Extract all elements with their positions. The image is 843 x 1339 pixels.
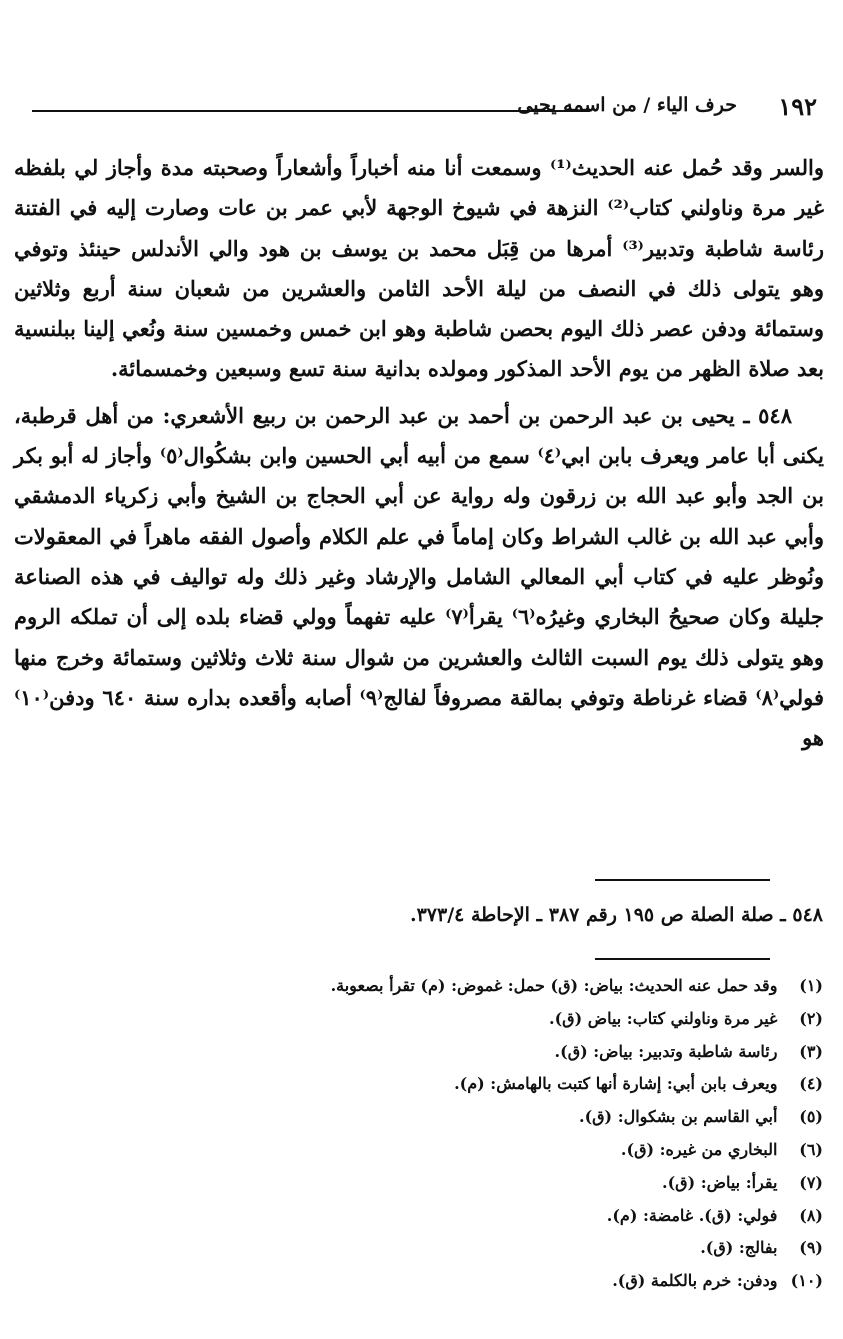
footnotes-list [23,970,823,1298]
footnote-item [23,1003,823,1036]
footnote-number: (٦) [799,1139,823,1159]
footnote-separator [595,879,770,881]
paragraph-2-entry-548: ٥٤٨ ـ يحيى بن عبد الرحمن بن أحمد بن عبد الرحمن بن ربيع الأشعري: من أهل قرطبة، يكنى أبا عامر ويعرف بابن ابي⁽٤⁾ سمع من أبيه أبي الحسين وابن بشكُوال⁽٥⁾ وأجاز له أبو بكر بن الجد وأبو عبد الله بن زرقون وله رواية عن أبي الحجاج بن الشيخ وأبي زكرياء الدمشقي وأبي عبد الله بن غالب الشراط وكان إماماً في علم الكلام وأصول الفقه ماهراً في المعقولات ونُوظر عليه في كتاب أبي المعالي الشامل والإرشاد وغير ذلك وله تواليف في هذه الصناعة جليلة وكان صحيحُ البخاري وغيرُه⁽٦⁾ يقرأ⁽٧⁾ عليه تفهماً وولي قضاء بلده إلى أن تملكه الروم وهو يتولى ذلك يوم السبت الثالث والعشرين من شوال سنة ثلاث وثلاثين وستمائة وخرج منها فولي⁽٨⁾ قضاء غرناطة وتوفي بمالقة مصروفاً لفالج⁽٩⁾ أصابه وأقعده بداره سنة ٦٤٠ ودفن⁽١٠⁾ هو [14,402,825,751]
page-number: ١٩٢ [778,92,817,121]
footnote-item [23,1232,823,1265]
footnote-text: البخاري من غيره: (ق). [620,1139,778,1159]
footnote-number: (١) [799,976,823,995]
running-title: حرف الياء / من اسمه يحيى [517,94,737,116]
header-rule [32,110,590,112]
footnote-item [23,1200,823,1233]
source-reference: ٥٤٨ ـ صلة الصلة ص ١٩٥ رقم ٣٨٧ ـ الإحاطة ٣٧٣/٤. [409,904,823,926]
footnote-text: فولي: (ق). غامضة: (م). [606,1205,778,1225]
footnote-text: وقد حمل عنه الحديث: بياض: (ق) حمل: غموض: (م) تقرأ بصعوبة. [330,976,778,995]
footnote-item [23,1068,823,1101]
footnote-text: ويعرف بابن أبي: إشارة أنها كتبت بالهامش: (م). [454,1074,778,1094]
paragraph-1: والسر وقد حُمل عنه الحديث⁽¹⁾ وسمعت أنا منه أخباراً وأشعاراً وصحبته مدة وأجاز لي بلفظه غير مرة وناولني كتاب⁽²⁾ النزهة في شيوخ الوجهة لأبي عمر بن عات وصارت إليه في الفتنة رئاسة شاطبة وتدبير⁽³⁾ أمرها من قِبَل محمد بن يوسف بن هود والي الأندلس حينئذ وتوفي وهو يتولى ذلك في النصف من ليلة الأحد الثامن والعشرين من شعبان سنة أربع وثلاثين وستمائة ودفن عصر ذلك اليوم بحصن شاطبة وهو ابن خمس وخمسين سنة ونُعي إلينا ببلنسية بعد صلاة الظهر من يوم الأحد المذكور ومولده بدانية سنة تسع وسبعين وخمسمائة. [14,155,824,382]
footnote-number: (٢) [799,1008,823,1028]
footnote-item [23,1036,823,1069]
footnote-item [23,1101,823,1134]
footnote-item [23,1134,823,1167]
footnote-number: (٤) [799,1074,823,1094]
footnote-item [23,1265,823,1298]
main-text [14,148,824,758]
footnote-text: بفالج: (ق). [700,1238,778,1258]
footnote-number: (٣) [799,1041,823,1061]
footnote-number: (٥) [799,1107,823,1127]
page-header [20,86,825,126]
footnote-separator-2 [595,958,770,960]
footnote-number: (٨) [799,1205,823,1225]
footnote-number: (٩) [799,1238,823,1258]
footnote-text: يقرأ: بياض: (ق). [662,1172,778,1192]
footnote-item [23,970,823,1003]
footnote-number: (٧) [799,1172,823,1192]
footnote-text: غير مرة وناولني كتاب: بياض (ق). [549,1008,778,1028]
footnote-text: أبي القاسم بن بشكوال: (ق). [579,1107,778,1127]
footnote-text: ودفن: خرم بالكلمة (ق). [612,1271,778,1291]
footnote-number: (١٠) [790,1271,823,1291]
footnote-item [23,1167,823,1200]
footnote-text: رئاسة شاطبة وتدبير: بياض: (ق). [554,1041,778,1061]
